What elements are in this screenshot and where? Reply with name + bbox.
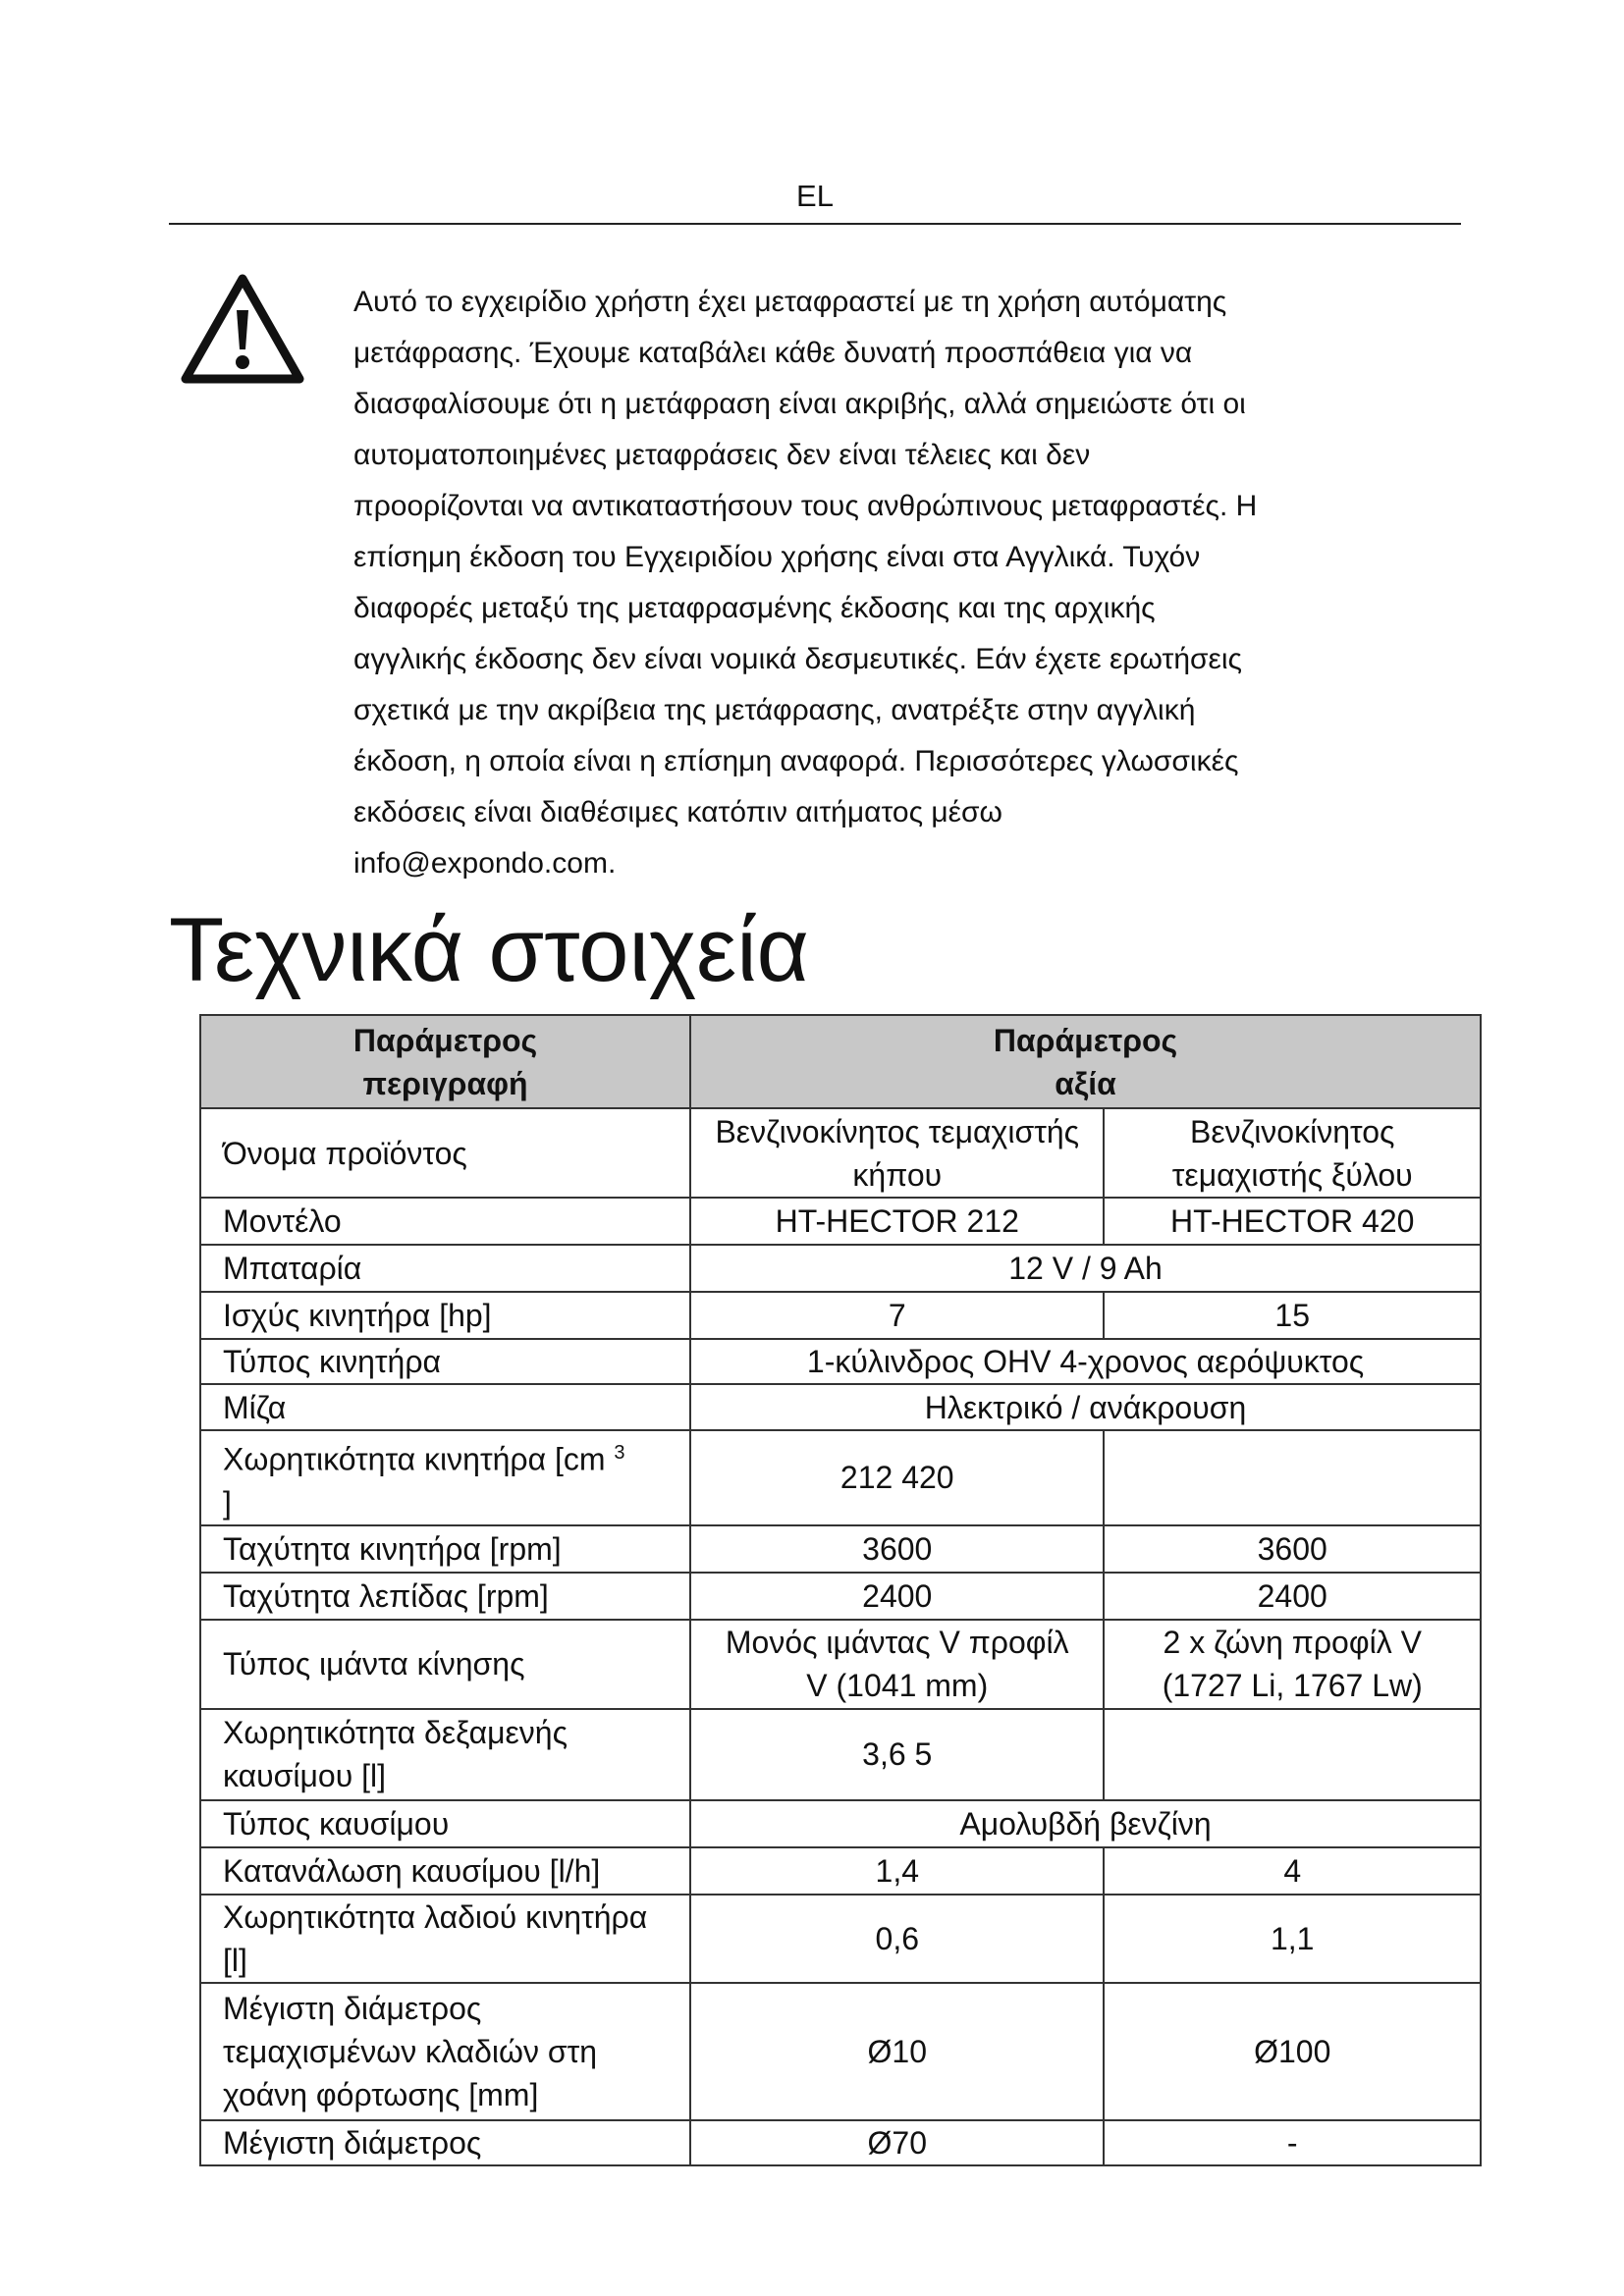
row-label xyxy=(200,1983,690,2120)
row-label xyxy=(200,1292,690,1339)
row-value-shared: Αμολυβδή βενζίνη xyxy=(690,1800,1481,1847)
row-label-text: Χωρητικότητα κινητήρα [cm xyxy=(223,1441,606,1477)
table-row xyxy=(200,1620,1481,1709)
table-row xyxy=(200,1573,1481,1620)
row-value-model-212: 3,6 5 xyxy=(690,1709,1104,1800)
header-col1-line2: περιγραφή xyxy=(362,1065,528,1101)
notice-line: αγγλικής έκδοσης δεν είναι νομικά δεσμευτικές. Εάν έχετε ερωτήσεις xyxy=(353,643,1243,675)
notice-line: αυτοματοποιημένες μεταφράσεις δεν είναι τέλειες και δεν xyxy=(353,439,1091,471)
notice-line: επίσημη έκδοση του Εγχειριδίου χρήσης είναι στα Αγγλικά. Τυχόν xyxy=(353,541,1201,573)
row-value-model-212: Ø70 xyxy=(690,2120,1104,2165)
row-value-model-212: Ø10 xyxy=(690,1983,1104,2120)
row-value-model-420 xyxy=(1104,1430,1481,1525)
technical-specs-table xyxy=(199,1014,1482,2166)
table-row xyxy=(200,2120,1481,2165)
row-label-text: Ταχύτητα κινητήρα [rpm] xyxy=(223,1530,562,1567)
table-row xyxy=(200,1709,1481,1800)
row-label xyxy=(200,1384,690,1430)
row-value-shared: 1-κύλινδρος OHV 4-χρονος αερόψυκτος xyxy=(690,1339,1481,1384)
row-value-model-212: Μονός ιμάντας V προφίλ V (1041 mm) xyxy=(690,1620,1104,1709)
row-value-model-420: HT-HECTOR 420 xyxy=(1104,1198,1481,1245)
row-label-end: ] xyxy=(223,1484,232,1521)
row-label-text: Ταχύτητα λεπίδας [rpm] xyxy=(223,1577,549,1614)
notice-line: διαφορές μεταξύ της μεταφρασμένης έκδοσης και της αρχικής xyxy=(353,592,1156,624)
notice-line: εκδόσεις είναι διαθέσιμες κατόπιν αιτήματος μέσω xyxy=(353,796,1002,828)
notice-line: Αυτό το εγχειρίδιο χρήστη έχει μεταφραστεί με τη χρήση αυτόματης xyxy=(353,286,1227,318)
table-row xyxy=(200,1983,1481,2120)
header-parameter-value xyxy=(690,1015,1481,1108)
row-label xyxy=(200,1198,690,1245)
table-row xyxy=(200,1895,1481,1983)
notice-line: προορίζονται να αντικαταστήσουν τους ανθρώπινους μεταφραστές. Η xyxy=(353,490,1258,522)
notice-line: μετάφρασης. Έχουμε καταβάλει κάθε δυνατή προσπάθεια για να xyxy=(353,337,1193,369)
translation-notice xyxy=(353,277,1434,889)
header-divider xyxy=(169,223,1461,225)
row-label xyxy=(200,1800,690,1847)
header-col1-line1: Παράμετρος xyxy=(352,1022,538,1058)
warning-triangle-icon xyxy=(180,273,305,387)
notice-line: info@expondo.com. xyxy=(353,847,617,880)
row-value-model-420: 4 xyxy=(1104,1847,1481,1895)
table-row xyxy=(200,1800,1481,1847)
row-value-shared: Ηλεκτρικό / ανάκρουση xyxy=(690,1384,1481,1430)
row-label-text: Μέγιστη διάμετρος τεμαχισμένων κλαδιών στη χοάνη φόρτωσης [mm] xyxy=(223,1990,598,2112)
row-label-text: Μίζα xyxy=(223,1389,287,1425)
table-header-row xyxy=(200,1015,1481,1108)
header-col2-line1: Παράμετρος xyxy=(993,1022,1178,1058)
section-title: Τεχνικά στοιχεία xyxy=(169,900,809,1000)
row-label xyxy=(200,2120,690,2165)
notice-line: διασφαλίσουμε ότι η μετάφραση είναι ακριβής, αλλά σημειώστε ότι οι xyxy=(353,388,1246,420)
row-value-model-212: 7 xyxy=(690,1292,1104,1339)
table-row xyxy=(200,1430,1481,1525)
row-value-model-212: 0,6 xyxy=(690,1895,1104,1983)
header-parameter-description xyxy=(200,1015,690,1108)
row-label xyxy=(200,1847,690,1895)
language-code: EL xyxy=(796,179,834,213)
row-value-model-212: 2400 xyxy=(690,1573,1104,1620)
row-value-model-212: 1,4 xyxy=(690,1847,1104,1895)
row-value-model-420: 2400 xyxy=(1104,1573,1481,1620)
row-value-model-420: 2 x ζώνη προφίλ V (1727 Li, 1767 Lw) xyxy=(1104,1620,1481,1709)
row-value-model-212: 212 420 xyxy=(690,1430,1104,1525)
row-label-text: Τύπος ιμάντα κίνησης xyxy=(223,1646,525,1682)
row-label-text: Χωρητικότητα δεξαμενής καυσίμου [l] xyxy=(223,1715,568,1794)
table-row xyxy=(200,1245,1481,1292)
row-label xyxy=(200,1573,690,1620)
row-label xyxy=(200,1339,690,1384)
row-value-model-212: HT-HECTOR 212 xyxy=(690,1198,1104,1245)
row-label-text: Μοντέλο xyxy=(223,1203,342,1239)
row-label-text: Χωρητικότητα λαδιού κινητήρα [l] xyxy=(223,1898,648,1978)
table-row xyxy=(200,1847,1481,1895)
row-label xyxy=(200,1108,690,1198)
row-label-text: Κατανάλωση καυσίμου [l/h] xyxy=(223,1852,601,1889)
row-label-text: Ισχύς κινητήρα [hp] xyxy=(223,1298,492,1333)
row-label xyxy=(200,1895,690,1983)
row-label xyxy=(200,1245,690,1292)
row-label-superscript: 3 xyxy=(614,1442,625,1464)
row-label-text: Τύπος κινητήρα xyxy=(223,1344,442,1379)
table-row xyxy=(200,1292,1481,1339)
row-label-text: Όνομα προϊόντος xyxy=(223,1135,467,1171)
table-row xyxy=(200,1384,1481,1430)
table-row xyxy=(200,1339,1481,1384)
row-label xyxy=(200,1620,690,1709)
row-value-model-212: Βενζινοκίνητος τεμαχιστής κήπου xyxy=(690,1108,1104,1198)
row-value-model-212: 3600 xyxy=(690,1525,1104,1573)
row-label xyxy=(200,1525,690,1573)
notice-line: έκδοση, η οποία είναι η επίσημη αναφορά. Περισσότερες γλωσσικές xyxy=(353,745,1239,777)
row-value-model-420: 1,1 xyxy=(1104,1895,1481,1983)
row-value-model-420: - xyxy=(1104,2120,1481,2165)
header-col2-line2: αξία xyxy=(1055,1065,1116,1101)
table-row xyxy=(200,1198,1481,1245)
row-label-text: Τύπος καυσίμου xyxy=(223,1805,450,1842)
row-value-shared: 12 V / 9 Ah xyxy=(690,1245,1481,1292)
row-value-model-420: 15 xyxy=(1104,1292,1481,1339)
row-label xyxy=(200,1709,690,1800)
row-label-text: Μέγιστη διάμετρος xyxy=(223,2124,482,2161)
notice-line: σχετικά με την ακρίβεια της μετάφρασης, ανατρέξτε στην αγγλική xyxy=(353,694,1196,726)
table-row xyxy=(200,1525,1481,1573)
row-label-text: Μπαταρία xyxy=(223,1251,362,1286)
row-value-model-420 xyxy=(1104,1709,1481,1800)
row-value-model-420: Ø100 xyxy=(1104,1983,1481,2120)
table-row xyxy=(200,1108,1481,1198)
row-value-model-420: 3600 xyxy=(1104,1525,1481,1573)
row-value-model-420: Βενζινοκίνητος τεμαχιστής ξύλου xyxy=(1104,1108,1481,1198)
row-label xyxy=(200,1430,690,1525)
